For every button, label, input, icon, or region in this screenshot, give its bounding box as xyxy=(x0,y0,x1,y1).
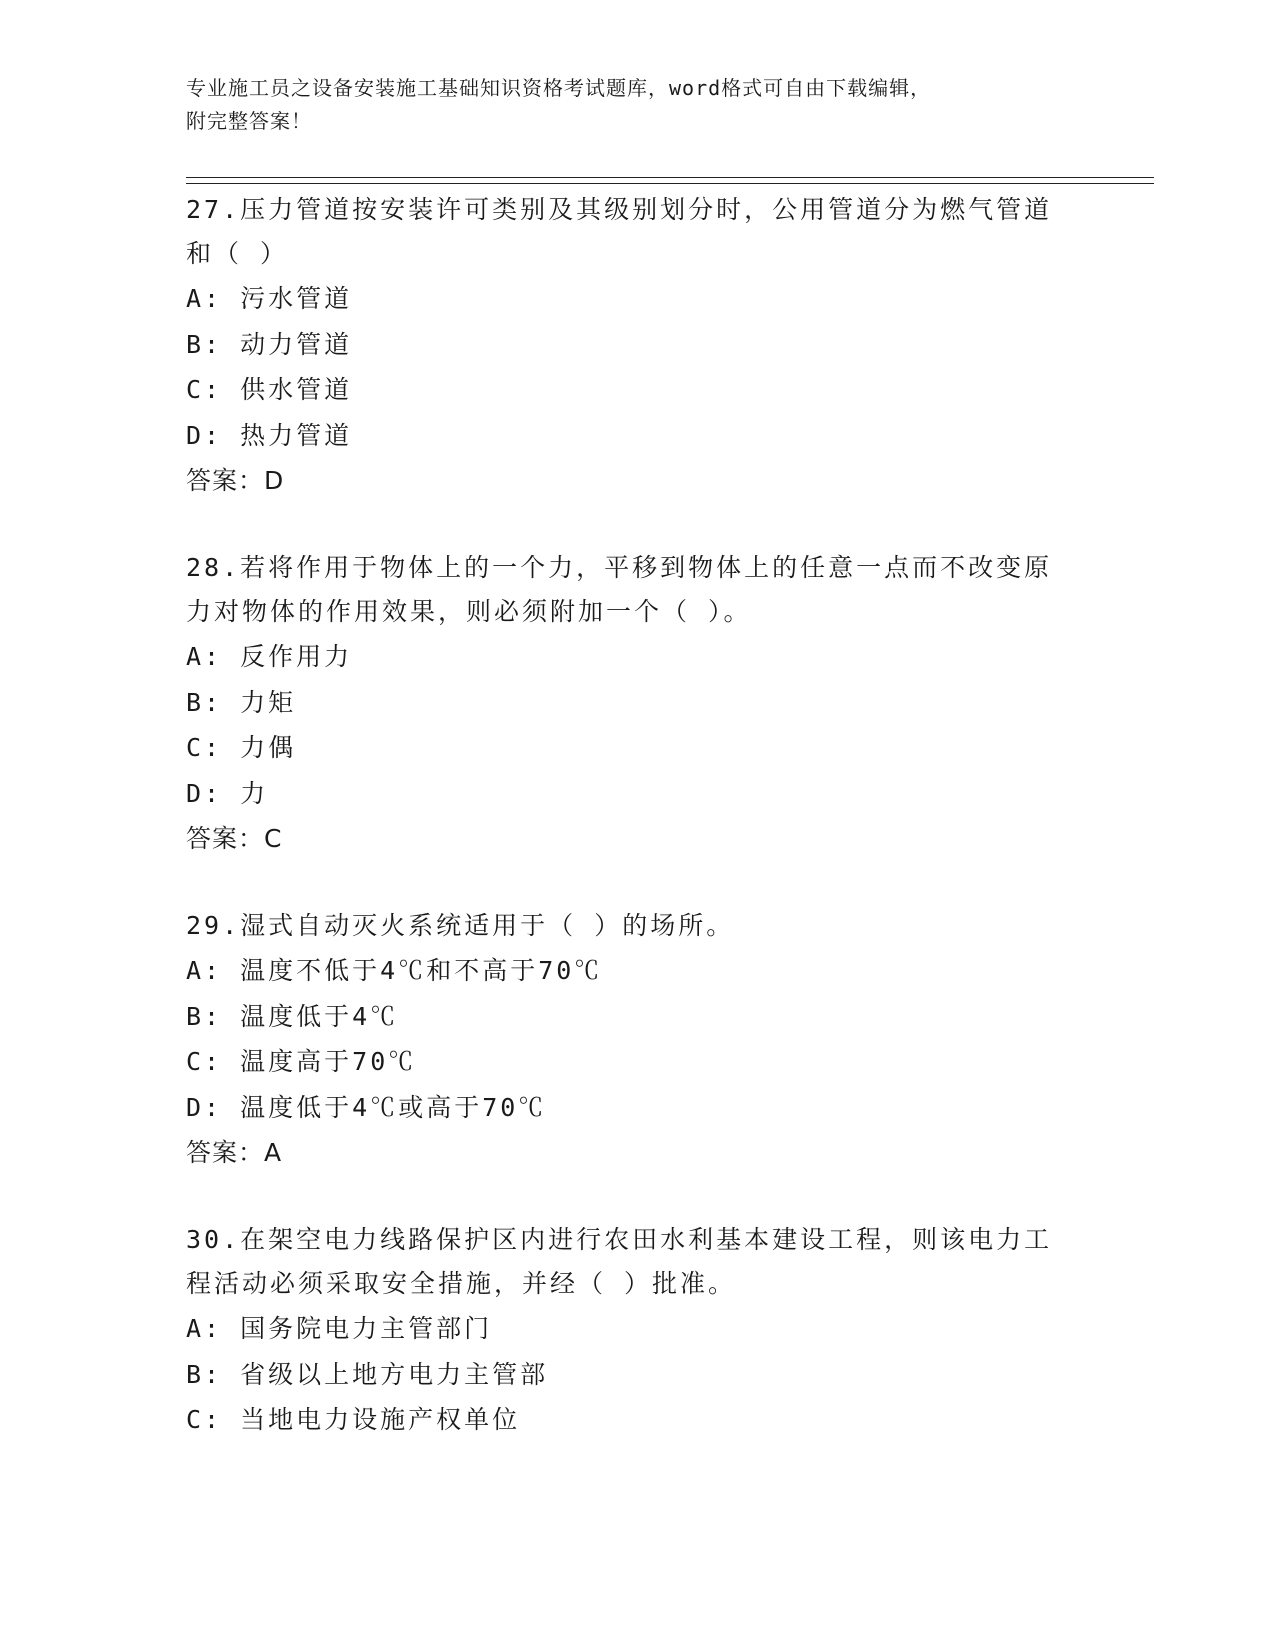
question-28 xyxy=(186,546,1066,861)
header-divider-top xyxy=(186,177,1154,178)
answer-line: 答案：C xyxy=(186,824,283,853)
option-c: C: 力偶 xyxy=(186,733,297,762)
question-stem-line: 30.在架空电力线路保护区内进行农田水利基本建设工程，则该电力工 xyxy=(186,1225,1053,1254)
option-b: B: 温度低于4℃ xyxy=(186,1001,399,1031)
question-30 xyxy=(186,1218,1066,1443)
option-d: D: 力 xyxy=(186,778,269,808)
option-c: C: 当地电力设施产权单位 xyxy=(186,1405,521,1434)
answer-line: 答案：A xyxy=(186,1138,283,1167)
document-header xyxy=(186,72,1066,138)
header-divider-bottom xyxy=(186,183,1154,184)
option-b: B: 省级以上地方电力主管部 xyxy=(186,1359,549,1389)
question-29 xyxy=(186,904,1066,1175)
option-d: D: 温度低于4℃或高于70℃ xyxy=(186,1092,547,1122)
option-b: B: 动力管道 xyxy=(186,329,353,359)
question-stem-line: 力对物体的作用效果，则必须附加一个（ ）。 xyxy=(186,597,752,626)
header-line-2: 附完整答案！ xyxy=(186,109,312,133)
question-27 xyxy=(186,188,1066,503)
question-spacer xyxy=(186,861,1066,904)
question-stem-line: 29.湿式自动灭火系统适用于（ ）的场所。 xyxy=(186,911,735,940)
question-stem-line: 27.压力管道按安装许可类别及其级别划分时，公用管道分为燃气管道 xyxy=(186,195,1053,224)
option-c: C: 供水管道 xyxy=(186,375,353,404)
question-list xyxy=(186,188,1066,1443)
option-d: D: 热力管道 xyxy=(186,420,353,450)
option-a: A: 污水管道 xyxy=(186,284,353,313)
answer-line: 答案：D xyxy=(186,466,285,495)
option-a: A: 温度不低于4℃和不高于70℃ xyxy=(186,956,603,985)
question-stem-line: 程活动必须采取安全措施，并经（ ）批准。 xyxy=(186,1269,737,1298)
header-line-1: 专业施工员之设备安装施工基础知识资格考试题库，word格式可自由下载编辑， xyxy=(186,76,932,100)
option-b: B: 力矩 xyxy=(186,687,297,717)
option-a: A: 国务院电力主管部门 xyxy=(186,1314,493,1343)
question-spacer xyxy=(186,503,1066,546)
option-a: A: 反作用力 xyxy=(186,642,353,671)
question-spacer xyxy=(186,1175,1066,1218)
option-c: C: 温度高于70℃ xyxy=(186,1047,417,1076)
question-stem-line: 28.若将作用于物体上的一个力，平移到物体上的任意一点而不改变原 xyxy=(186,553,1053,582)
question-stem-line: 和（ ） xyxy=(186,239,289,268)
